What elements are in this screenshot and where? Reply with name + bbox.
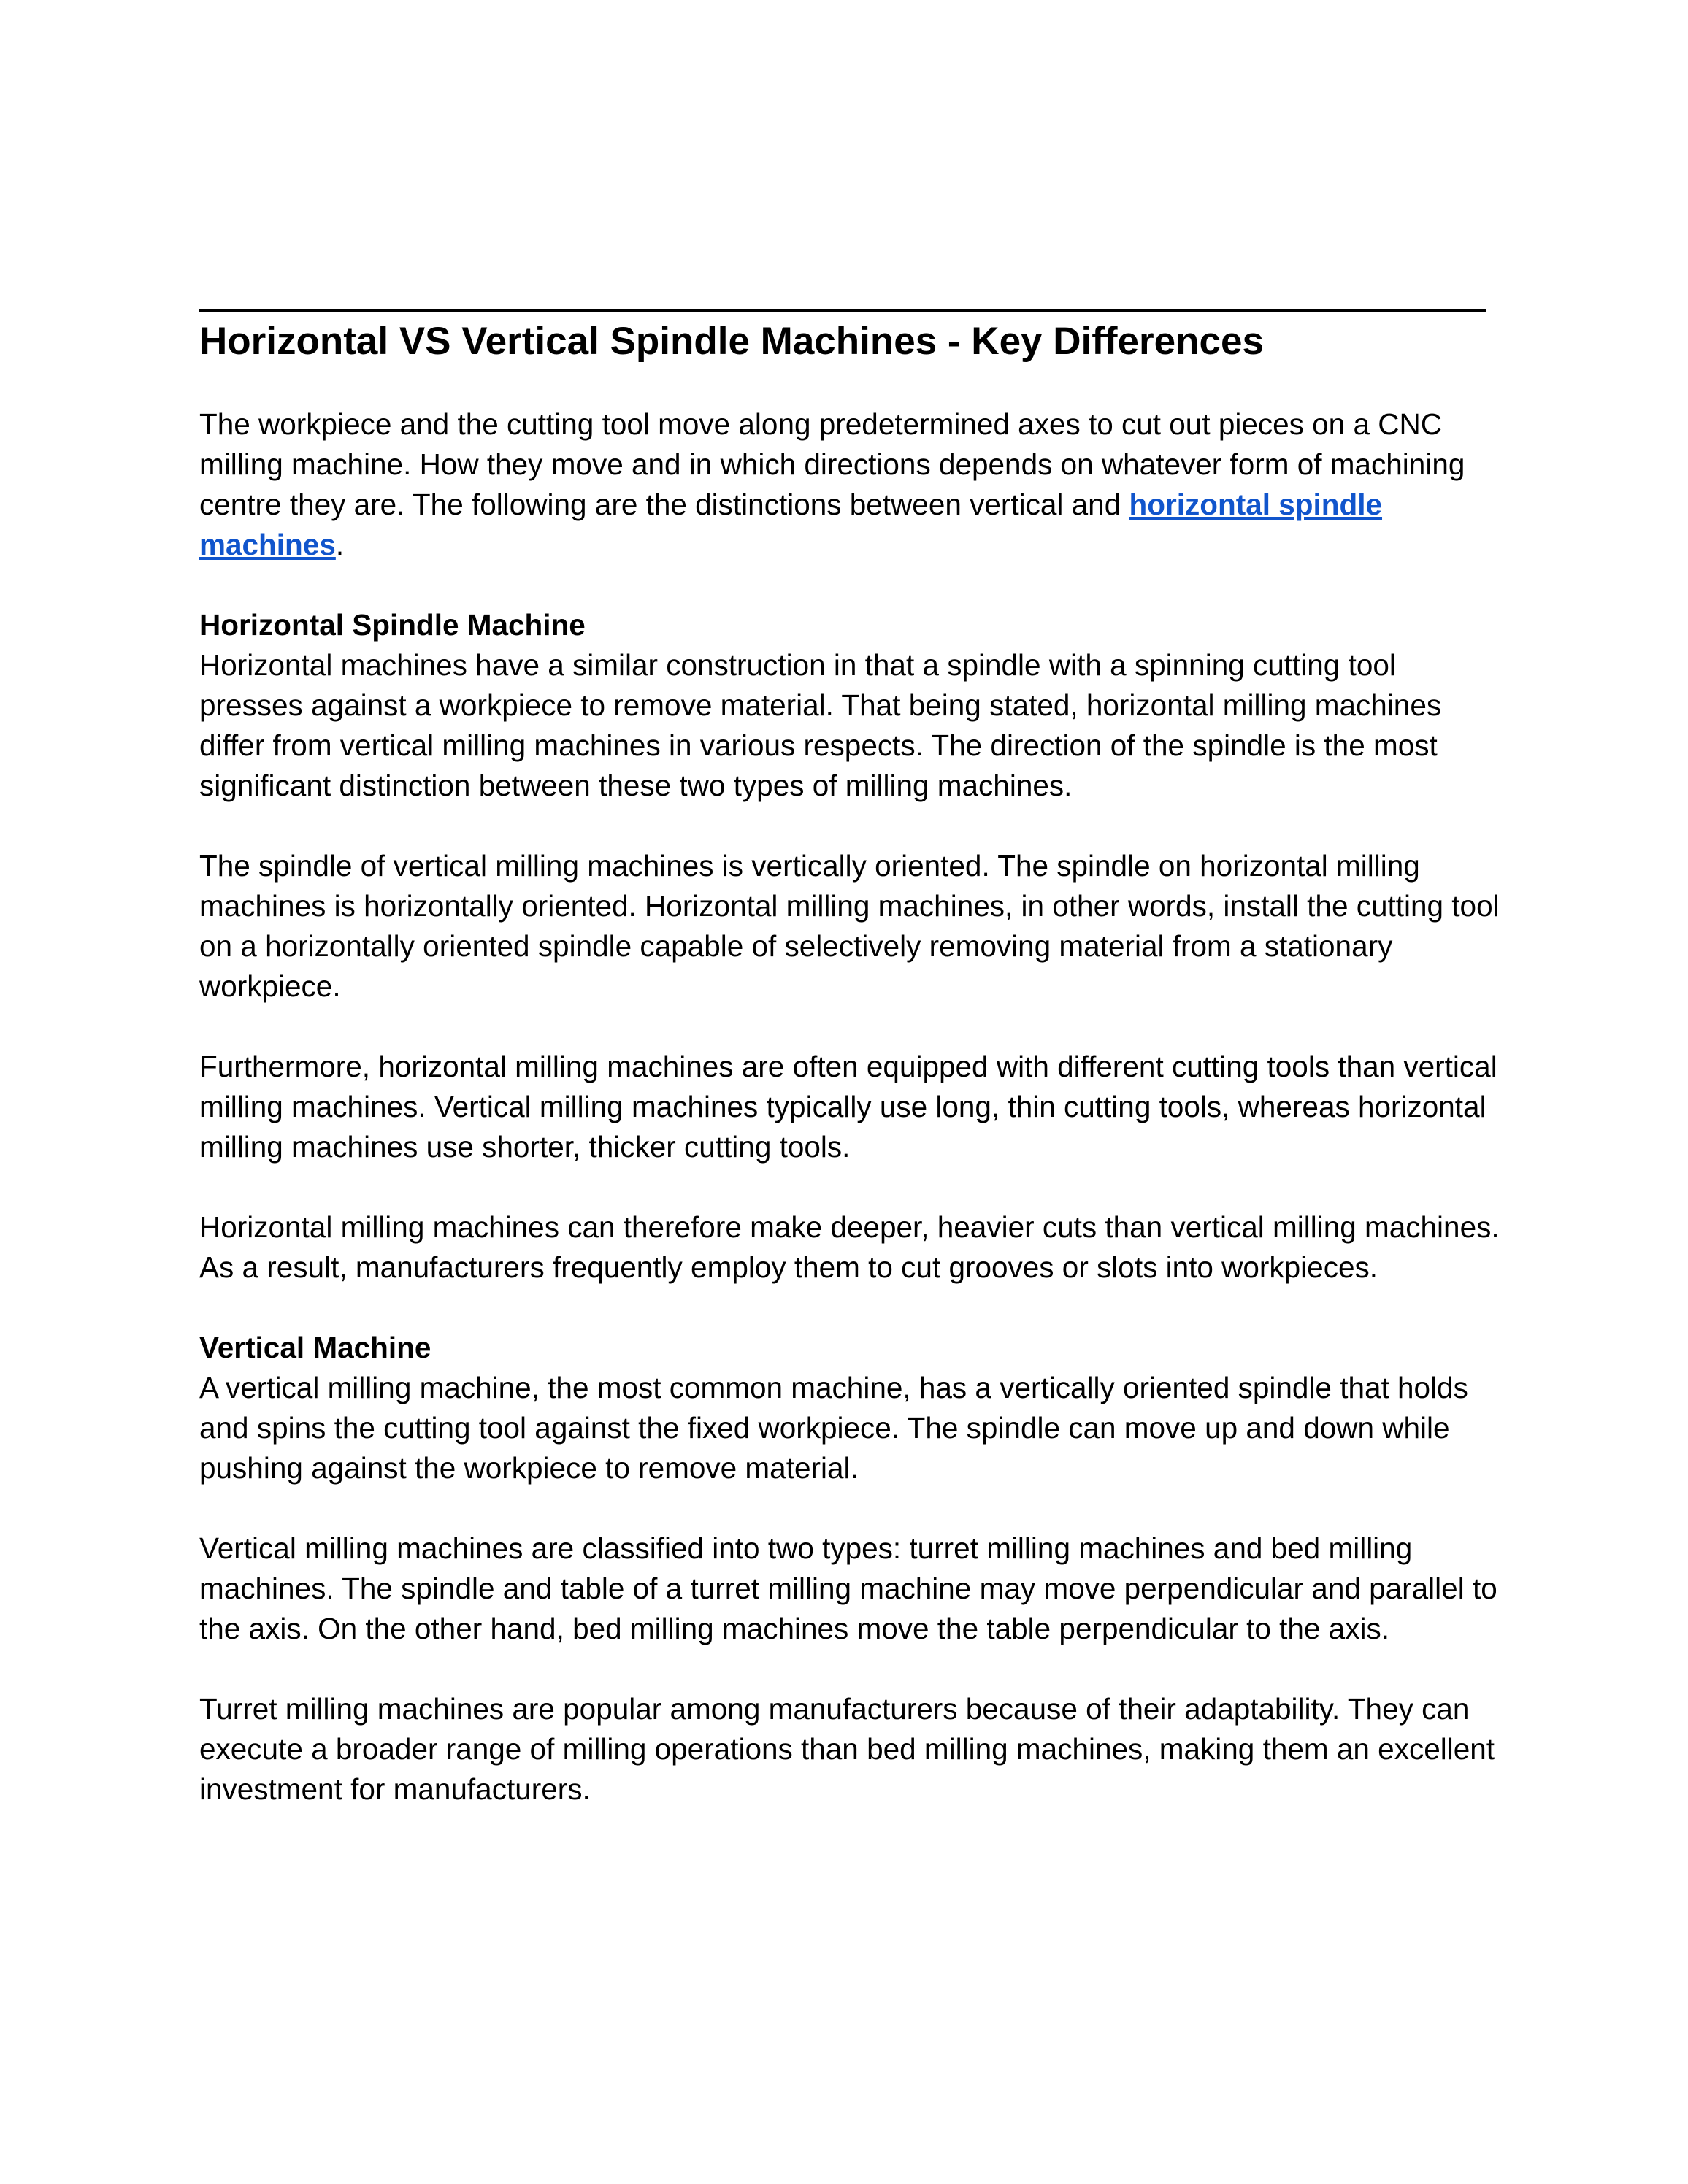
intro-paragraph (199, 404, 1500, 565)
horizontal-paragraph-2: The spindle of vertical milling machines is vertically oriented. The spindle on horizontal milling machines is horizontally oriented. Horizontal milling machines, in other words, install the cutting tool on a horizontally oriented spindle capable of selectively removing material from a stationary workpiece. (199, 849, 1500, 1003)
horizontal-section (199, 605, 1500, 806)
horizontal-paragraph-3: Furthermore, horizontal milling machines are often equipped with different cutting tools than vertical milling machines. Vertical milling machines typically use long, thin cutting tools, whereas horizontal milling machines use shorter, thicker cutting tools. (199, 1050, 1497, 1164)
vertical-paragraph-3: Turret milling machines are popular among manufacturers because of their adaptability. They can execute a broader range of milling operations than bed milling machines, making them an excellent investment for manufacturers. (199, 1692, 1495, 1806)
vertical-paragraph-1: A vertical milling machine, the most common machine, has a vertically oriented spindle that holds and spins the cutting tool against the fixed workpiece. The spindle can move up and down while pushing against the workpiece to remove material. (199, 1371, 1468, 1485)
page-title: Horizontal VS Vertical Spindle Machines - Key Differences (199, 320, 1264, 363)
intro-trailing: . (335, 528, 345, 561)
horizontal-paragraph-4: Horizontal milling machines can therefore make deeper, heavier cuts than vertical milling machines. As a result, manufacturers frequently employ them to cut grooves or slots into workpieces. (199, 1210, 1500, 1284)
vertical-heading: Vertical Machine (199, 1331, 431, 1364)
vertical-paragraph-2: Vertical milling machines are classified into two types: turret milling machines and bed milling machines. The spindle and table of a turret milling machine may move perpendicular and parallel to the axis. On the other hand, bed milling machines move the table perpendicular to the axis. (199, 1531, 1497, 1645)
horizontal-paragraph-1: Horizontal machines have a similar construction in that a spindle with a spinning cutting tool presses against a workpiece to remove material. That being stated, horizontal milling machines differ from vertical milling machines in various respects. The direction of the spindle is the most significant distinction between these two types of milling machines. (199, 648, 1442, 802)
horizontal-rule (199, 309, 1486, 312)
document-content (199, 315, 1500, 1850)
horizontal-spindle-machines-link[interactable]: horizontal spindle machines (199, 488, 1383, 561)
vertical-section (199, 1328, 1500, 1488)
horizontal-heading: Horizontal Spindle Machine (199, 608, 586, 642)
intro-text: The workpiece and the cutting tool move along predetermined axes to cut out pieces on a CNC milling machine. How they move and in which directions depends on whatever form of machining centre they are. The following are the distinctions between vertical and (199, 407, 1465, 521)
document-body (199, 404, 1500, 1810)
